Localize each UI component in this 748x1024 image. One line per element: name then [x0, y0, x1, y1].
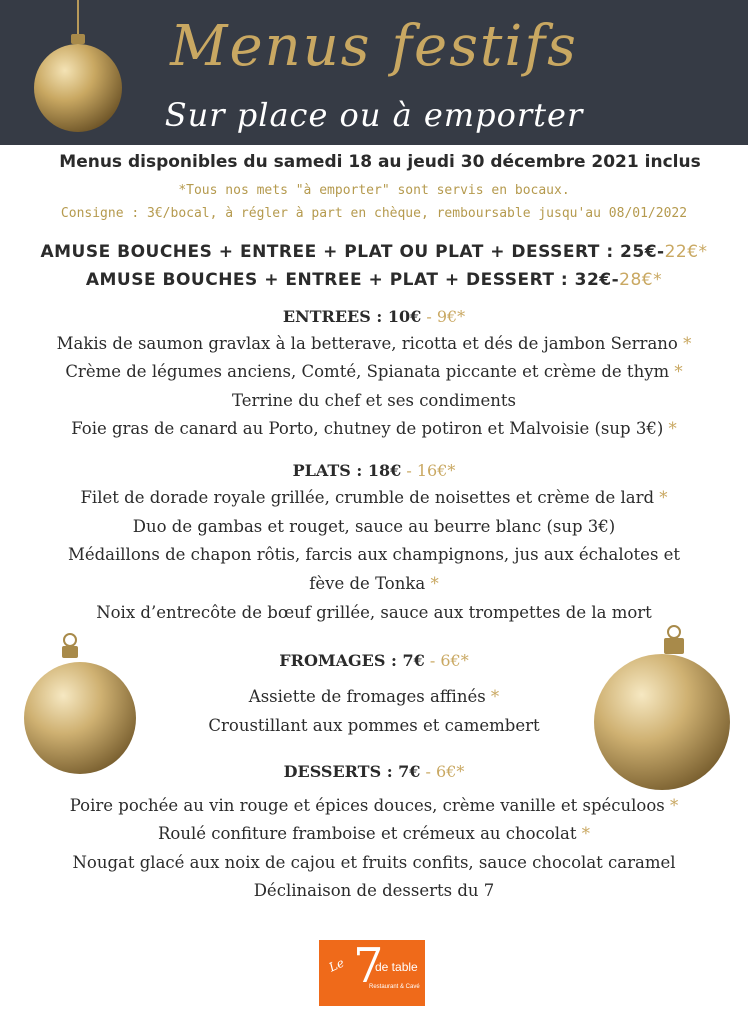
menu-item — [0, 603, 748, 622]
section-title-entrees — [0, 307, 748, 326]
item-text: Duo de gambas et rouget, sauce au beurre blanc (sup 3€) — [132, 517, 616, 536]
takeaway-note: *Tous nos mets "à emporter" sont servis en bocaux. — [178, 183, 570, 198]
section-price: FROMAGES : 7€ — [279, 651, 425, 670]
item-text: Médaillons de chapon rôtis, farcis aux champignons, jus aux échalotes et — [67, 545, 681, 564]
menu-item — [0, 824, 748, 843]
item-text: Déclinaison de desserts du 7 — [253, 881, 495, 900]
section-takeaway-price: - 6€* — [420, 762, 465, 781]
logo-number: 7 — [353, 938, 384, 994]
takeaway-star: * — [677, 334, 692, 353]
item-text: Crème de légumes anciens, Comté, Spianata piccante et crème de thym — [65, 362, 670, 381]
logo-tagline: Restaurant & Cavé — [369, 984, 420, 990]
menu-item — [0, 687, 748, 706]
item-text: Filet de dorade royale grillée, crumble de noisettes et crème de lard — [80, 488, 655, 507]
section-takeaway-price: - 16€* — [401, 461, 456, 480]
item-text: Nougat glacé aux noix de cajou et fruits confits, sauce chocolat caramel — [72, 853, 676, 872]
takeaway-star: * — [664, 796, 679, 815]
menu-item — [0, 419, 748, 438]
formula-price: AMUSE BOUCHES + ENTREE + PLAT OU PLAT + DESSERT : 25€- — [40, 242, 665, 262]
item-text: Assiette de fromages affinés — [248, 687, 486, 706]
menu-item — [0, 362, 748, 381]
item-text: Foie gras de canard au Porto, chutney de potiron et Malvoisie (sup 3€) — [71, 419, 664, 438]
menu-item — [0, 391, 748, 410]
item-text: Poire pochée au vin rouge et épices douces, crème vanille et spéculoos — [69, 796, 665, 815]
menu-item — [0, 488, 748, 507]
section-price: PLATS : 18€ — [292, 461, 402, 480]
item-text: Terrine du chef et ses condiments — [232, 391, 516, 410]
menu-item — [0, 881, 748, 900]
takeaway-star: * — [663, 419, 677, 438]
formula-takeaway-price: 28€* — [619, 270, 663, 290]
formula-takeaway-price: 22€* — [664, 242, 708, 262]
takeaway-star: * — [576, 824, 590, 843]
item-text: Croustillant aux pommes et camembert — [208, 716, 540, 735]
menu-item — [0, 796, 748, 815]
menu-item — [0, 545, 748, 564]
section-price: ENTREES : 10€ — [282, 307, 422, 326]
item-text: fève de Tonka — [309, 574, 426, 593]
formula-price: AMUSE BOUCHES + ENTREE + PLAT + DESSERT : 32€- — [85, 270, 620, 290]
takeaway-star: * — [425, 574, 439, 593]
takeaway-star: * — [485, 687, 500, 706]
page-subtitle: Sur place ou à emporter — [164, 96, 584, 134]
deposit-note: Consigne : 3€/bocal, à régler à part en chèque, remboursable jusqu'au 08/01/2022 — [60, 206, 688, 221]
restaurant-logo — [319, 940, 425, 1006]
item-text: Roulé confiture framboise et crémeux au chocolat — [157, 824, 577, 843]
menu-item — [0, 716, 748, 735]
section-title-plats — [0, 461, 748, 480]
item-text: Makis de saumon gravlax à la betterave, ricotta et dés de jambon Serrano — [56, 334, 678, 353]
page-title: Menus festifs — [170, 14, 578, 79]
section-title-fromages — [0, 651, 748, 670]
menu-item — [0, 517, 748, 536]
menu-item — [0, 574, 748, 593]
section-takeaway-price: - 9€* — [421, 307, 466, 326]
availability-dates: Menus disponibles du samedi 18 au jeudi 30 décembre 2021 inclus — [59, 152, 701, 172]
menu-item — [0, 853, 748, 872]
item-text: Noix d’entrecôte de bœuf grillée, sauce aux trompettes de la mort — [96, 603, 652, 622]
section-takeaway-price: - 6€* — [424, 651, 469, 670]
logo-name: de table — [375, 960, 418, 974]
menu-item — [0, 334, 748, 353]
logo-le: Le — [326, 955, 347, 975]
formula-line — [0, 242, 748, 262]
formula-line — [0, 270, 748, 290]
section-title-desserts — [0, 762, 748, 781]
takeaway-star: * — [669, 362, 683, 381]
section-price: DESSERTS : 7€ — [283, 762, 421, 781]
takeaway-star: * — [654, 488, 668, 507]
